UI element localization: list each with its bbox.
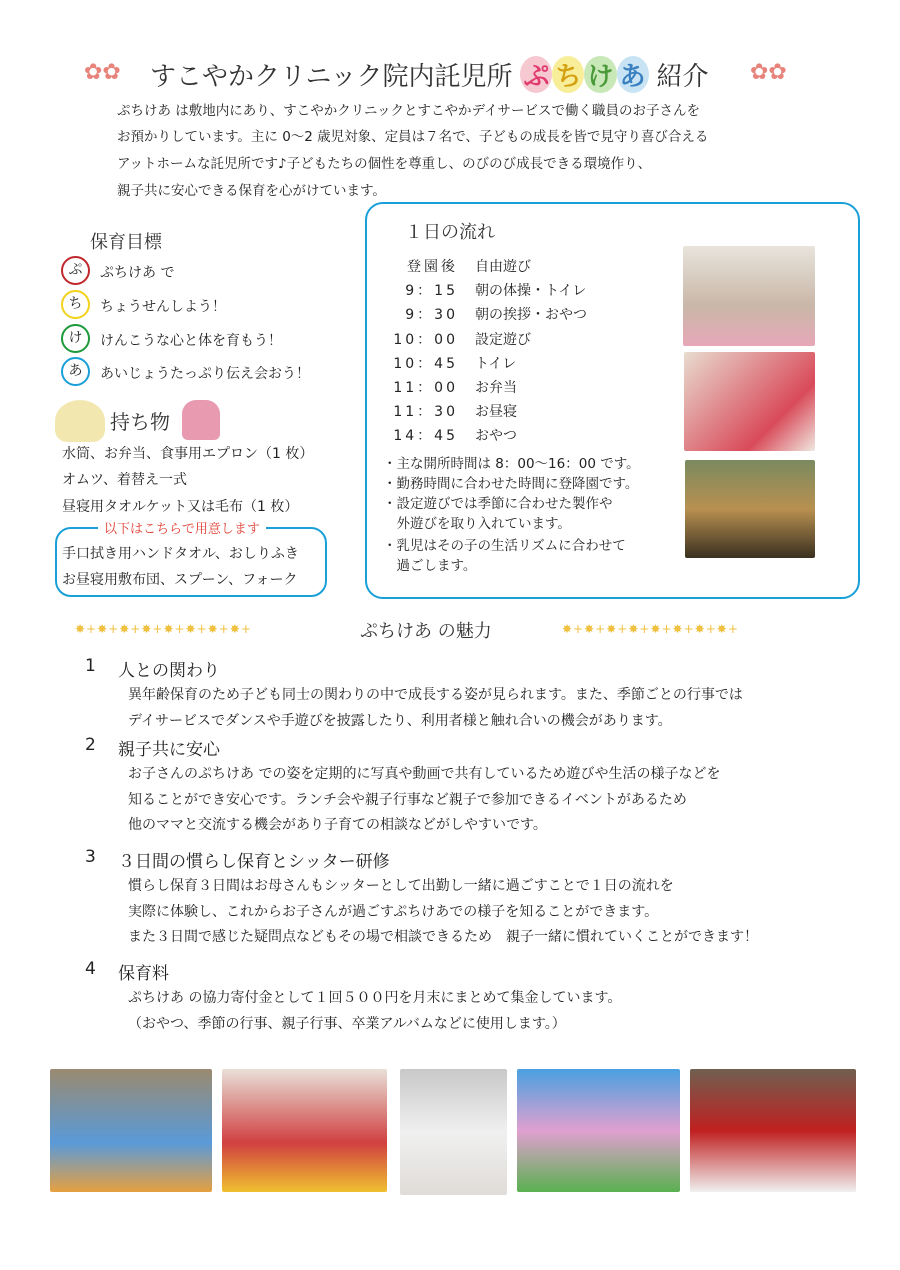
schedule-time: 10：00 bbox=[393, 331, 458, 348]
decorative-dots: ✸+✸+✸+✸+✸+✸+✸+✸+ bbox=[562, 622, 739, 636]
page-title bbox=[150, 56, 709, 93]
flow-note: ・主な開所時間は 8：00〜16：00 です。 bbox=[383, 456, 640, 472]
section-body-line: 他のママと交流する機会があり子育ての相談などがしやすいです。 bbox=[128, 817, 547, 833]
puchikea-logo bbox=[520, 56, 648, 93]
title-text: すこやかクリニック院内託児所 bbox=[150, 62, 513, 92]
logo-char: あ bbox=[617, 56, 649, 93]
section-body-line: （おやつ、季節の行事、親子行事、卒業アルバムなどに使用します。） bbox=[128, 1015, 566, 1032]
schedule-activity: 自由遊び bbox=[475, 259, 531, 275]
photo-blocks bbox=[222, 1069, 387, 1192]
belongings-heading: 持ち物 bbox=[110, 410, 170, 434]
schedule-time: 9：15 bbox=[405, 283, 458, 300]
belonging-item: オムツ、着替え一式 bbox=[62, 472, 188, 488]
bento-icon bbox=[55, 400, 105, 442]
flower-icon: ✿✿ bbox=[84, 60, 121, 85]
schedule-time: 9：30 bbox=[405, 307, 458, 324]
logo-char: ち bbox=[552, 56, 584, 93]
section-number: 2 bbox=[85, 735, 96, 755]
section-number: 4 bbox=[85, 959, 96, 979]
schedule-activity: トイレ bbox=[475, 355, 517, 372]
backpack-icon bbox=[182, 400, 220, 440]
schedule-activity: 設定遊び bbox=[475, 331, 531, 348]
schedule-activity: 朝の挨拶・おやつ bbox=[475, 307, 587, 324]
logo-char: ぷ bbox=[520, 56, 552, 93]
section-title: 人との関わり bbox=[118, 661, 220, 681]
section-title: 保育料 bbox=[118, 964, 169, 984]
goal-text: あいじょうたっぷり伝え会おう！ bbox=[100, 366, 310, 382]
title-suffix: 紹介 bbox=[656, 62, 709, 92]
section-body-line: ぷちけあ の協力寄付金として１回５００円を月末にまとめて集金しています。 bbox=[128, 990, 622, 1006]
photo-santa bbox=[690, 1069, 856, 1192]
section-body-line: 異年齢保育のため子ども同士の関わりの中で成長する姿が見られます。また、季節ごとの行事では bbox=[128, 687, 743, 703]
flow-note: ・勤務時間に合わせた時間に登降園です。 bbox=[383, 476, 639, 492]
flow-note: 過ごします。 bbox=[383, 558, 477, 574]
section-body-line: 知ることができ安心です。ランチ会や親子行事など親子で参加できるイベントがあるため bbox=[128, 791, 687, 808]
photo-craft-snail bbox=[517, 1069, 680, 1192]
goal-letter-circle: け bbox=[61, 324, 90, 353]
section-body-line: また３日間で感じた疑問点などもその場で相談できるため 親子一緒に慣れていくことができます！ bbox=[128, 929, 758, 945]
schedule-activity: お弁当 bbox=[475, 380, 517, 396]
section-body-line: デイサービスでダンスや手遊びを披露したり、利用者様と触れ合いの機会があります。 bbox=[128, 712, 672, 729]
schedule-time: 登園後 bbox=[407, 259, 458, 275]
belonging-item: 昼寝用タオルケット又は毛布（1 枚） bbox=[62, 499, 299, 515]
intro-line: アットホームな託児所です♪子どもたちの個性を尊重し、のびのび成長できる環境作り、 bbox=[117, 156, 652, 172]
goal-letter-circle: あ bbox=[61, 357, 90, 386]
photo-painting bbox=[684, 352, 815, 451]
logo-char: け bbox=[584, 56, 616, 93]
belonging-item: 水筒、お弁当、食事用エプロン（1 枚） bbox=[62, 446, 314, 462]
goals-heading: 保育目標 bbox=[90, 232, 162, 253]
intro-line: お預かりしています。主に 0〜2 歳児対象、定員は７名で、子どもの成長を皆で見守り喜び合える bbox=[117, 129, 709, 145]
appeal-heading: ぷちけあ の魅力 bbox=[360, 621, 492, 642]
flow-note: ・乳児はその子の生活リズムに合わせて bbox=[383, 538, 626, 554]
section-title: ３日間の慣らし保育とシッター研修 bbox=[118, 852, 390, 872]
photo-table bbox=[400, 1069, 507, 1195]
provided-item: お昼寝用敷布団、スプーン、フォーク bbox=[62, 572, 298, 588]
section-title: 親子共に安心 bbox=[118, 740, 220, 760]
schedule-time: 11：30 bbox=[393, 404, 458, 421]
photo-outdoor-stroller bbox=[685, 460, 815, 558]
provided-item: 手口拭き用ハンドタオル、おしりふき bbox=[62, 546, 299, 562]
photo-kids-exercise bbox=[683, 246, 815, 346]
schedule-time: 11：00 bbox=[393, 380, 458, 396]
schedule-time: 14：45 bbox=[393, 428, 458, 445]
schedule-activity: 朝の体操・トイレ bbox=[475, 283, 587, 300]
provided-label: 以下はこちらで用意します bbox=[98, 518, 266, 537]
intro-line: 親子共に安心できる保育を心がけています。 bbox=[117, 183, 386, 199]
flower-icon: ✿✿ bbox=[750, 60, 787, 85]
goal-letter-circle: ち bbox=[61, 290, 90, 319]
flow-note: ・設定遊びでは季節に合わせた製作や bbox=[383, 496, 613, 512]
section-body-line: 実際に体験し、これからお子さんが過ごすぷちけあでの様子を知ることができます。 bbox=[128, 903, 659, 920]
flow-heading: １日の流れ bbox=[405, 222, 495, 243]
schedule-time: 10：45 bbox=[393, 355, 458, 372]
goal-text: ちょうせんしよう！ bbox=[100, 299, 226, 315]
photo-water-play bbox=[50, 1069, 212, 1192]
section-number: 3 bbox=[85, 847, 96, 867]
section-number: 1 bbox=[85, 656, 96, 676]
section-body-line: お子さんのぷちけあ での姿を定期的に写真や動画で共有しているため遊びや生活の様子などを bbox=[128, 766, 721, 782]
goal-letter-circle: ぷ bbox=[61, 256, 90, 285]
schedule-activity: お昼寝 bbox=[475, 404, 517, 421]
schedule-activity: おやつ bbox=[475, 428, 517, 445]
goal-text: けんこうな心と体を育もう！ bbox=[100, 333, 282, 349]
intro-line: ぷちけあ は敷地内にあり、すこやかクリニックとすこやかデイサービスで働く職員のお子さんを bbox=[117, 103, 701, 119]
decorative-dots: ✸+✸+✸+✸+✸+✸+✸+✸+ bbox=[75, 622, 252, 636]
flow-note: 外遊びを取り入れています。 bbox=[383, 516, 571, 532]
section-body-line: 慣らし保育３日間はお母さんもシッターとして出勤し一緒に過ごすことで１日の流れを bbox=[128, 878, 674, 894]
goal-text: ぷちけあ で bbox=[100, 265, 175, 281]
